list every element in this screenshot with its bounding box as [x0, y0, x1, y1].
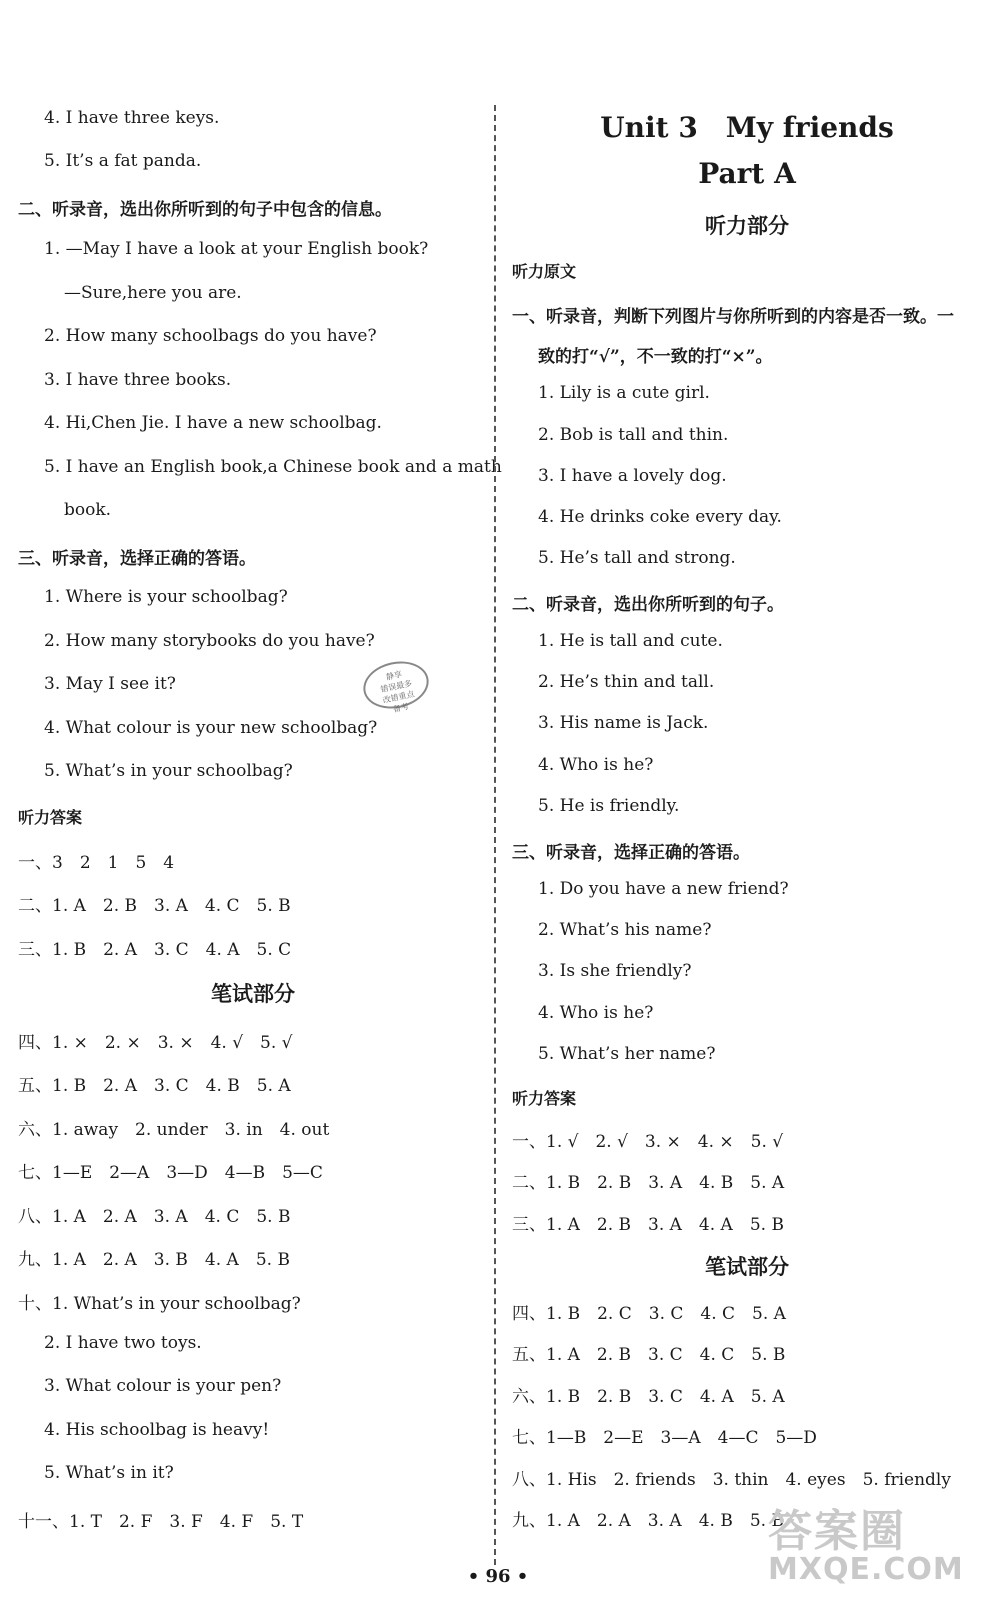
- answer-label: 听力答案: [18, 808, 83, 827]
- answer-line: 十、1. What’s in your schoolbag?: [18, 1294, 301, 1314]
- text-line: 4. I have three keys.: [44, 108, 220, 128]
- text-line: 5. I have an English book,a Chinese book and a math: [44, 457, 502, 477]
- answer-line: 3. What colour is your pen?: [44, 1376, 282, 1396]
- text-line: 4. Hi,Chen Jie. I have a new schoolbag.: [44, 413, 382, 433]
- text-line: 1. Do you have a new friend?: [538, 879, 789, 899]
- section-heading-continued: 致的打“√”，不一致的打“×”。: [538, 347, 773, 367]
- part-title: Part A: [698, 157, 796, 190]
- text-line: 5. What’s in your schoolbag?: [44, 761, 293, 781]
- answer-line: 八、1. His 2. friends 3. thin 4. eyes 5. friendly: [512, 1470, 951, 1490]
- text-line: book.: [64, 500, 112, 520]
- answer-line: 四、1. B 2. C 3. C 4. C 5. A: [512, 1304, 786, 1324]
- text-line: 4. He drinks coke every day.: [538, 507, 782, 527]
- text-line: 3. I have three books.: [44, 370, 232, 390]
- section-heading: 二、听录音，选出你所听到的句子中包含的信息。: [18, 200, 392, 220]
- section-heading: 三、听录音，选择正确的答语。: [512, 843, 750, 863]
- text-line: 2. What’s his name?: [538, 920, 712, 940]
- answer-line: 七、1—B 2—E 3—A 4—C 5—D: [512, 1428, 817, 1448]
- text-line: 1. He is tall and cute.: [538, 631, 723, 651]
- answer-line: 二、1. B 2. B 3. A 4. B 5. A: [512, 1173, 785, 1193]
- answer-line: 四、1. × 2. × 3. × 4. √ 5. √: [18, 1033, 293, 1053]
- original-text-label: 听力原文: [512, 262, 577, 281]
- answer-line: 4. His schoolbag is heavy!: [44, 1420, 270, 1440]
- answer-line: 六、1. B 2. B 3. C 4. A 5. A: [512, 1387, 785, 1407]
- answer-line: 5. What’s in it?: [44, 1463, 174, 1483]
- watermark: [768, 1506, 988, 1590]
- answer-line: 十一、1. T 2. F 3. F 4. F 5. T: [18, 1512, 304, 1532]
- answer-line: 五、1. A 2. B 3. C 4. C 5. B: [512, 1345, 786, 1365]
- written-heading: 笔试部分: [705, 1254, 789, 1279]
- section-heading: 三、听录音，选择正确的答语。: [18, 549, 256, 569]
- page-number: • 96 •: [467, 1566, 529, 1587]
- answer-line: 九、1. A 2. A 3. A 4. B 5. B: [512, 1511, 784, 1531]
- text-line: 2. He’s thin and tall.: [538, 672, 715, 692]
- text-line: 4. What colour is your new schoolbag?: [44, 718, 378, 738]
- answer-line: 五、1. B 2. A 3. C 4. B 5. A: [18, 1076, 291, 1096]
- answer-line: 九、1. A 2. A 3. B 4. A 5. B: [18, 1250, 290, 1270]
- answer-line: 八、1. A 2. A 3. A 4. C 5. B: [18, 1207, 291, 1227]
- watermark-logo: 答案圈: [768, 1506, 906, 1557]
- stamp-seal: 静享 错误最多 改错重点 备考: [359, 656, 433, 715]
- section-heading: 一、听录音，判断下列图片与你所听到的内容是否一致。一: [512, 307, 954, 327]
- text-line: 5. It’s a fat panda.: [44, 151, 202, 171]
- text-line: 5. He is friendly.: [538, 796, 680, 816]
- answer-line: 二、1. A 2. B 3. A 4. C 5. B: [18, 896, 291, 916]
- answer-line: 三、1. B 2. A 3. C 4. A 5. C: [18, 940, 292, 960]
- text-line: 3. May I see it?: [44, 674, 176, 694]
- text-line: 5. What’s her name?: [538, 1044, 716, 1064]
- watermark-url: MXQE.COM: [768, 1552, 964, 1587]
- text-line: 2. How many storybooks do you have?: [44, 631, 375, 651]
- text-line: 1. Where is your schoolbag?: [44, 587, 288, 607]
- text-line: 4. Who is he?: [538, 1003, 654, 1023]
- text-line: 2. Bob is tall and thin.: [538, 425, 729, 445]
- answer-label: 听力答案: [512, 1089, 577, 1108]
- text-line: 3. Is she friendly?: [538, 961, 692, 981]
- answer-line: 2. I have two toys.: [44, 1333, 202, 1353]
- text-line: 3. I have a lovely dog.: [538, 466, 727, 486]
- written-heading: 笔试部分: [211, 981, 295, 1006]
- section-heading: 二、听录音，选出你所听到的句子。: [512, 595, 784, 615]
- answer-line: 六、1. away 2. under 3. in 4. out: [18, 1120, 330, 1140]
- text-line: 2. How many schoolbags do you have?: [44, 326, 377, 346]
- text-line: 1. —May I have a look at your English book?: [44, 239, 429, 259]
- answer-line: 一、1. √ 2. √ 3. × 4. × 5. √: [512, 1132, 784, 1152]
- text-line: 4. Who is he?: [538, 755, 654, 775]
- text-line: 5. He’s tall and strong.: [538, 548, 736, 568]
- answer-line: 一、3 2 1 5 4: [18, 853, 175, 873]
- answer-line: 七、1—E 2—A 3—D 4—B 5—C: [18, 1163, 323, 1183]
- text-line: 3. His name is Jack.: [538, 713, 709, 733]
- text-line: —Sure,here you are.: [64, 283, 242, 303]
- unit-title: Unit 3 My friends: [600, 111, 894, 144]
- column-divider: [494, 105, 496, 1565]
- answer-line: 三、1. A 2. B 3. A 4. A 5. B: [512, 1215, 784, 1235]
- text-line: 1. Lily is a cute girl.: [538, 383, 710, 403]
- listening-heading: 听力部分: [705, 213, 789, 238]
